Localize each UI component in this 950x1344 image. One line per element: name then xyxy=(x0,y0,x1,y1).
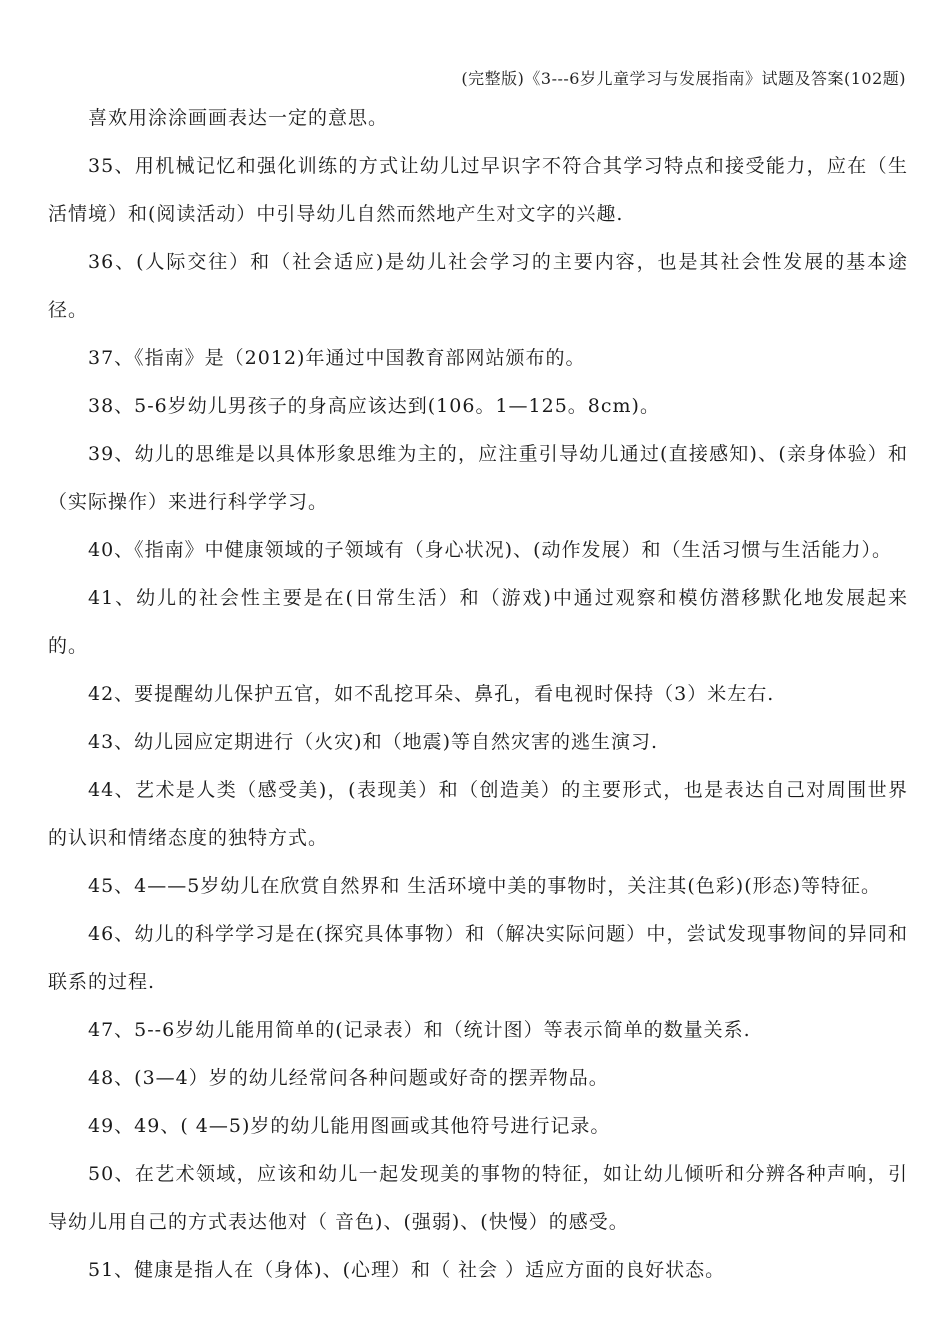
question-40: 40、《指南》中健康领域的子领域有（身心状况)、(动作发展）和（生活习惯与生活能力）。 xyxy=(88,539,893,561)
question-46: 46、幼儿的科学学习是在(探究具体事物）和（解决实际问题）中，尝试发现事物间的异同和联系的过程. xyxy=(48,923,908,993)
question-43: 43、幼儿园应定期进行（火灾)和（地震)等自然灾害的逃生演习. xyxy=(88,731,659,753)
question-38: 38、5-6岁幼儿男孩子的身高应该达到(106。1—125。8cm)。 xyxy=(88,395,660,417)
question-35: 35、用机械记忆和强化训练的方式让幼儿过早识字不符合其学习特点和接受能力，应在（生活情境）和(阅读活动）中引导幼儿自然而然地产生对文字的兴趣. xyxy=(48,155,908,225)
page-header: (完整版)《3---6岁儿童学习与发展指南》试题及答案(102题) xyxy=(461,69,906,88)
question-42: 42、要提醒幼儿保护五官，如不乱挖耳朵、鼻孔，看电视时保持（3）米左右. xyxy=(88,683,775,705)
question-48: 48、(3—4）岁的幼儿经常问各种问题或好奇的摆弄物品。 xyxy=(88,1067,609,1089)
question-47: 47、5--6岁幼儿能用简单的(记录表）和（统计图）等表示简单的数量关系. xyxy=(88,1019,751,1041)
document-body xyxy=(48,94,908,1294)
question-36: 36、(人际交往）和（社会适应)是幼儿社会学习的主要内容，也是其社会性发展的基本途径。 xyxy=(48,251,908,321)
question-44: 44、艺术是人类（感受美)，(表现美）和（创造美）的主要形式，也是表达自己对周围世界的认识和情绪态度的独特方式。 xyxy=(48,779,908,849)
question-49: 49、49、( 4—5)岁的幼儿能用图画或其他符号进行记录。 xyxy=(88,1115,611,1137)
question-50: 50、在艺术领域，应该和幼儿一起发现美的事物的特征，如让幼儿倾听和分辨各种声响，引导幼儿用自己的方式表达他对（ 音色)、(强弱)、(快慢）的感受。 xyxy=(48,1163,908,1233)
question-45: 45、4——5岁幼儿在欣赏自然界和 生活环境中美的事物时，关注其(色彩)(形态)等特征。 xyxy=(88,875,882,897)
question-39: 39、幼儿的思维是以具体形象思维为主的，应注重引导幼儿通过(直接感知)、(亲身体验）和（实际操作）来进行科学学习。 xyxy=(48,443,908,513)
paragraph: 喜欢用涂涂画画表达一定的意思。 xyxy=(88,107,389,129)
question-41: 41、幼儿的社会性主要是在(日常生活）和（游戏)中通过观察和模仿潜移默化地发展起来的。 xyxy=(48,587,908,657)
question-51: 51、健康是指人在（身体)、(心理）和（ 社会 ）适应方面的良好状态。 xyxy=(88,1259,726,1281)
question-37: 37、《指南》是（2012)年通过中国教育部网站颁布的。 xyxy=(88,347,586,369)
